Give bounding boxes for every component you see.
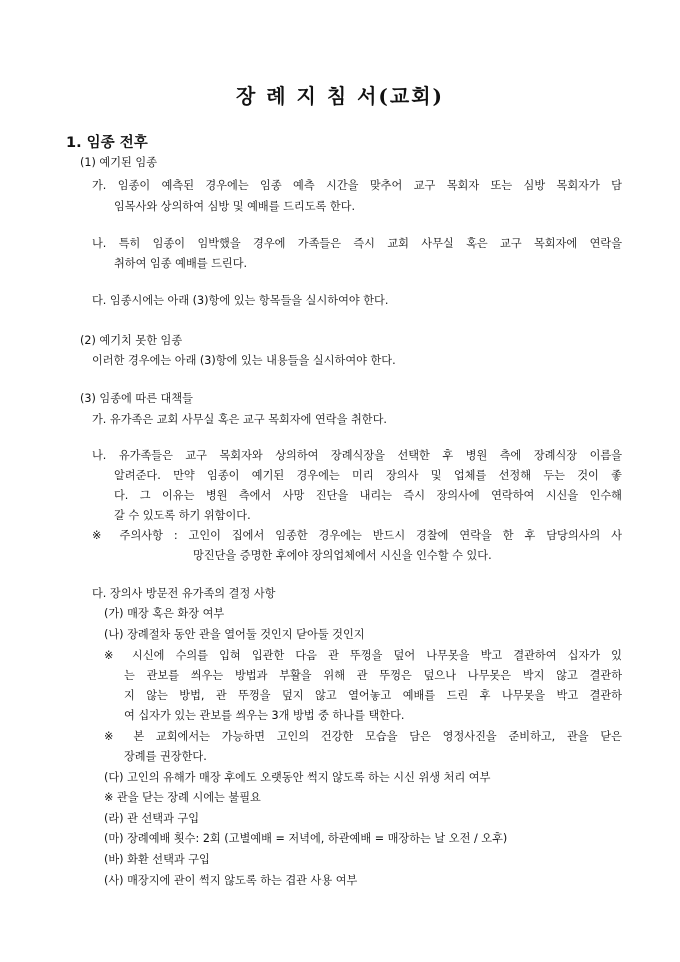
subsection-label: (3) 임종에 따른 대책들 <box>80 392 193 405</box>
list-item: (라) 관 선택과 구입 <box>104 812 200 825</box>
note-line: 지 않는 방법, 관 뚜껑을 덮지 않고 열어놓고 예배를 드린 후 나무못을 박고 결관하 <box>124 689 622 702</box>
note-line: ※ 주의사항 : 고인이 집에서 임종한 경우에는 반드시 경찰에 연락을 한 후 담당의사의 사 <box>92 529 622 542</box>
subsection-label: 다. 장의사 방문전 유가족의 결정 사항 <box>92 587 276 600</box>
list-item: (바) 화환 선택과 구입 <box>104 853 210 866</box>
section-heading: 1. 임종 전후 <box>66 135 148 151</box>
note-line: ※ 본 교회에서는 가능하면 고인의 건강한 모습을 담은 영정사진을 준비하고, 관을 닫은 <box>104 730 622 743</box>
paragraph-line: 가. 유가족은 교회 사무실 혹은 교구 목회자에 연락을 취한다. <box>92 413 387 426</box>
paragraph-line: 다. 임종시에는 아래 (3)항에 있는 항목들을 실시하여야 한다. <box>92 294 389 307</box>
paragraph-line: 갈 수 있도록 하기 위함이다. <box>114 509 251 522</box>
paragraph-line: 임목사와 상의하여 심방 및 예배를 드리도록 한다. <box>114 200 356 213</box>
list-item: (가) 매장 혹은 화장 여부 <box>104 607 225 620</box>
paragraph-line: 취하여 임종 예배를 드린다. <box>114 257 248 270</box>
note-line: 여 십자가 있는 관보를 씌우는 3개 방법 중 하나를 택한다. <box>124 709 405 722</box>
subsection-label: (2) 예기치 못한 임종 <box>80 334 183 347</box>
list-item: (다) 고인의 유해가 매장 후에도 오랫동안 썩지 않도록 하는 시신 위생 처리 여부 <box>104 771 491 784</box>
list-item: (나) 장례절차 동안 관을 열어둘 것인지 닫아둘 것인지 <box>104 628 365 641</box>
paragraph-line: 알려준다. 만약 임종이 예기된 경우에는 미리 장의사 및 업체를 선정해 두는 것이 좋 <box>114 469 622 482</box>
note-line: ※ 관을 닫는 장례 시에는 불필요 <box>104 791 261 804</box>
paragraph-line: 이러한 경우에는 아래 (3)항에 있는 내용들을 실시하여야 한다. <box>92 354 396 367</box>
paragraph-line: 나. 특히 임종이 임박했을 경우에 가족들은 즉시 교회 사무실 혹은 교구 목회자에 연락을 <box>92 237 622 250</box>
subsection-label: (1) 예기된 임종 <box>80 156 157 169</box>
list-item: (사) 매장지에 관이 썩지 않도록 하는 겹관 사용 여부 <box>104 874 358 887</box>
note-line: 는 관보를 씌우는 방법과 부활을 위해 관 뚜껑은 덮으나 나무못은 박지 않고 결관하 <box>124 669 622 682</box>
note-line: 망진단을 증명한 후에야 장의업체에서 시신을 인수할 수 있다. <box>193 549 492 562</box>
paragraph-line: 나. 유가족들은 교구 목회자와 상의하여 장례식장을 선택한 후 병원 측에 장례식장 이름을 <box>92 449 622 462</box>
paragraph-line: 가. 임종이 예측된 경우에는 임종 예측 시간을 맞추어 교구 목회자 또는 심방 목회자가 담 <box>92 179 622 192</box>
list-item: (마) 장례예배 횟수: 2회 (고별예배 = 저녁에, 하관예배 = 매장하는 날 오전 / 오후) <box>104 832 508 845</box>
note-line: 장례를 권장한다. <box>124 750 207 763</box>
paragraph-line: 다. 그 이유는 병원 측에서 사망 진단을 내리는 즉시 장의사에 연락하여 시신을 인수해 <box>114 489 622 502</box>
document-title: 장 례 지 침 서(교회) <box>235 84 445 108</box>
note-line: ※ 시신에 수의를 입혀 입관한 다음 관 뚜껑을 덮어 나무못을 박고 결관하여 십자가 있 <box>104 649 622 662</box>
